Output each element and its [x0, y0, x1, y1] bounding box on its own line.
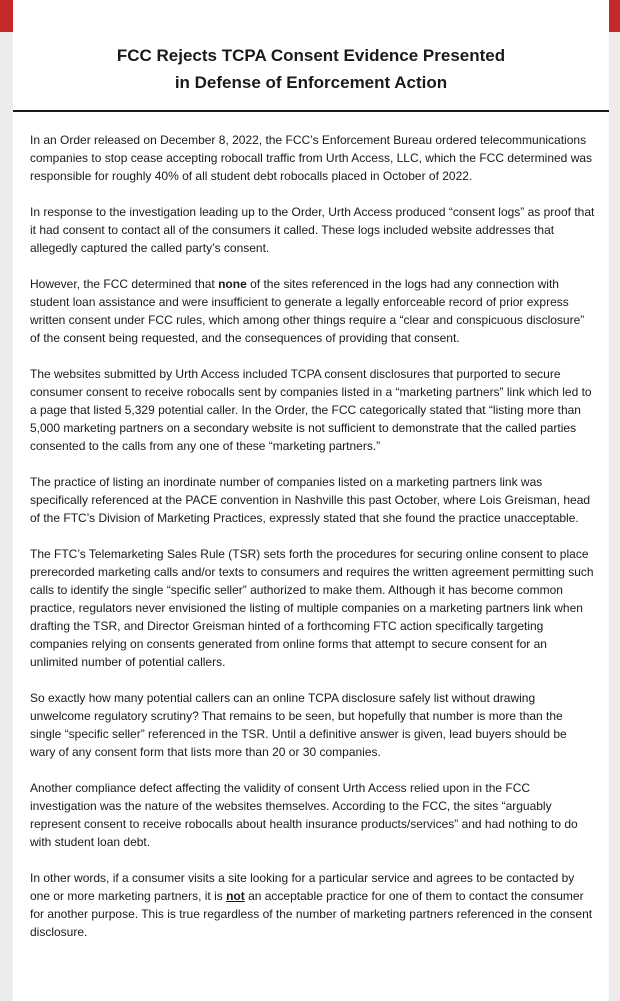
paragraph-1: In an Order released on December 8, 2022, the FCC’s Enforcement Bureau ordered telecommunications companies to stop cease accepting robocall traffic from Urth Access, LLC, which the FCC determined was responsible for roughly 40% of all student debt robocalls placed in October of 2022. [30, 133, 593, 183]
article-page [13, 0, 609, 1001]
article-title [13, 0, 609, 96]
paragraph-3 [30, 275, 595, 347]
paragraph-3-start: However, the FCC determined that [30, 277, 219, 291]
paragraph-2: In response to the investigation leading up to the Order, Urth Access produced “consent logs” as proof that it had consent to contact all of the consumers it called. These logs included website addresses that allegedly captured the called party’s consent. [30, 205, 595, 255]
paragraph-4: The websites submitted by Urth Access included TCPA consent disclosures that purported to secure consumer consent to receive robocalls sent by companies listed in a “marketing partners” link which led to a page that listed 5,329 potential caller. In the Order, the FCC categorically stated that “listing more than 5,000 marketing partners on a secondary website is not sufficient to demonstrate that the called parties consented to the calls from any one of these “marketing partners.” [30, 367, 592, 453]
paragraph-7: So exactly how many potential callers can an online TCPA disclosure safely list without drawing unwelcome regulatory scrutiny? That remains to be seen, but hopefully that number is more than the single “specific seller” referenced in the TSR. Until a definitive answer is given, lead buyers should be wary of any consent form that lists more than 20 or 30 companies. [30, 691, 567, 759]
paragraph-9-emphasis: not [226, 889, 245, 903]
title-line-1: FCC Rejects TCPA Consent Evidence Presented [116, 46, 506, 65]
title-line-2: in Defense of Enforcement Action [174, 73, 448, 92]
paragraph-6: The FTC’s Telemarketing Sales Rule (TSR) sets forth the procedures for securing online consent to place prerecorded marketing calls and/or texts to consumers and requires the written agreement permitting such calls to identify the single “specific seller” authorized to make them. Although it has become common practice, regulators never envisioned the listing of multiple companies on a marketing partners link when drafting the TSR, and Director Greisman hinted of a forthcoming FTC action specifically targeting companies relying on consents generated from online forms that attempt to secure consent for an unlimited number of potential callers. [30, 547, 594, 669]
paragraph-5: The practice of listing an inordinate number of companies listed on a marketing partners link was specifically referenced at the PACE convention in Nashville this past October, where Lois Greisman, head of the FTC’s Division of Marketing Practices, expressly stated that she found the practice unacceptable. [30, 475, 591, 525]
paragraph-8: Another compliance defect affecting the validity of consent Urth Access relied upon in the FCC investigation was the nature of the websites themselves. According to the FCC, the sites “arguably represent consent to receive robocalls about health insurance products/services” and had nothing to do with student loan debt. [30, 781, 578, 849]
paragraph-9-start: In other words, if a consumer visits a site looking for a particular service and agrees to be contacted by one or more marketing partners, it is [30, 871, 575, 903]
left-accent-bar [0, 0, 13, 32]
article-body [13, 112, 609, 941]
paragraph-3-bold: none [218, 277, 247, 291]
paragraph-9 [30, 869, 595, 941]
paragraph-9-end: an acceptable practice for one of them to contact the consumer for another purpose. This is true regardless of the number of marketing partners referenced in the consent disclosure. [30, 889, 593, 939]
paragraph-3-end: of the sites referenced in the logs had any connection with student loan assistance and were insufficient to generate a legally enforceable record of prior express written consent under FCC rules, which among other things require a “clear and conspicuous disclosure” of the consent being requested, and the consequences of providing that consent. [30, 277, 585, 345]
